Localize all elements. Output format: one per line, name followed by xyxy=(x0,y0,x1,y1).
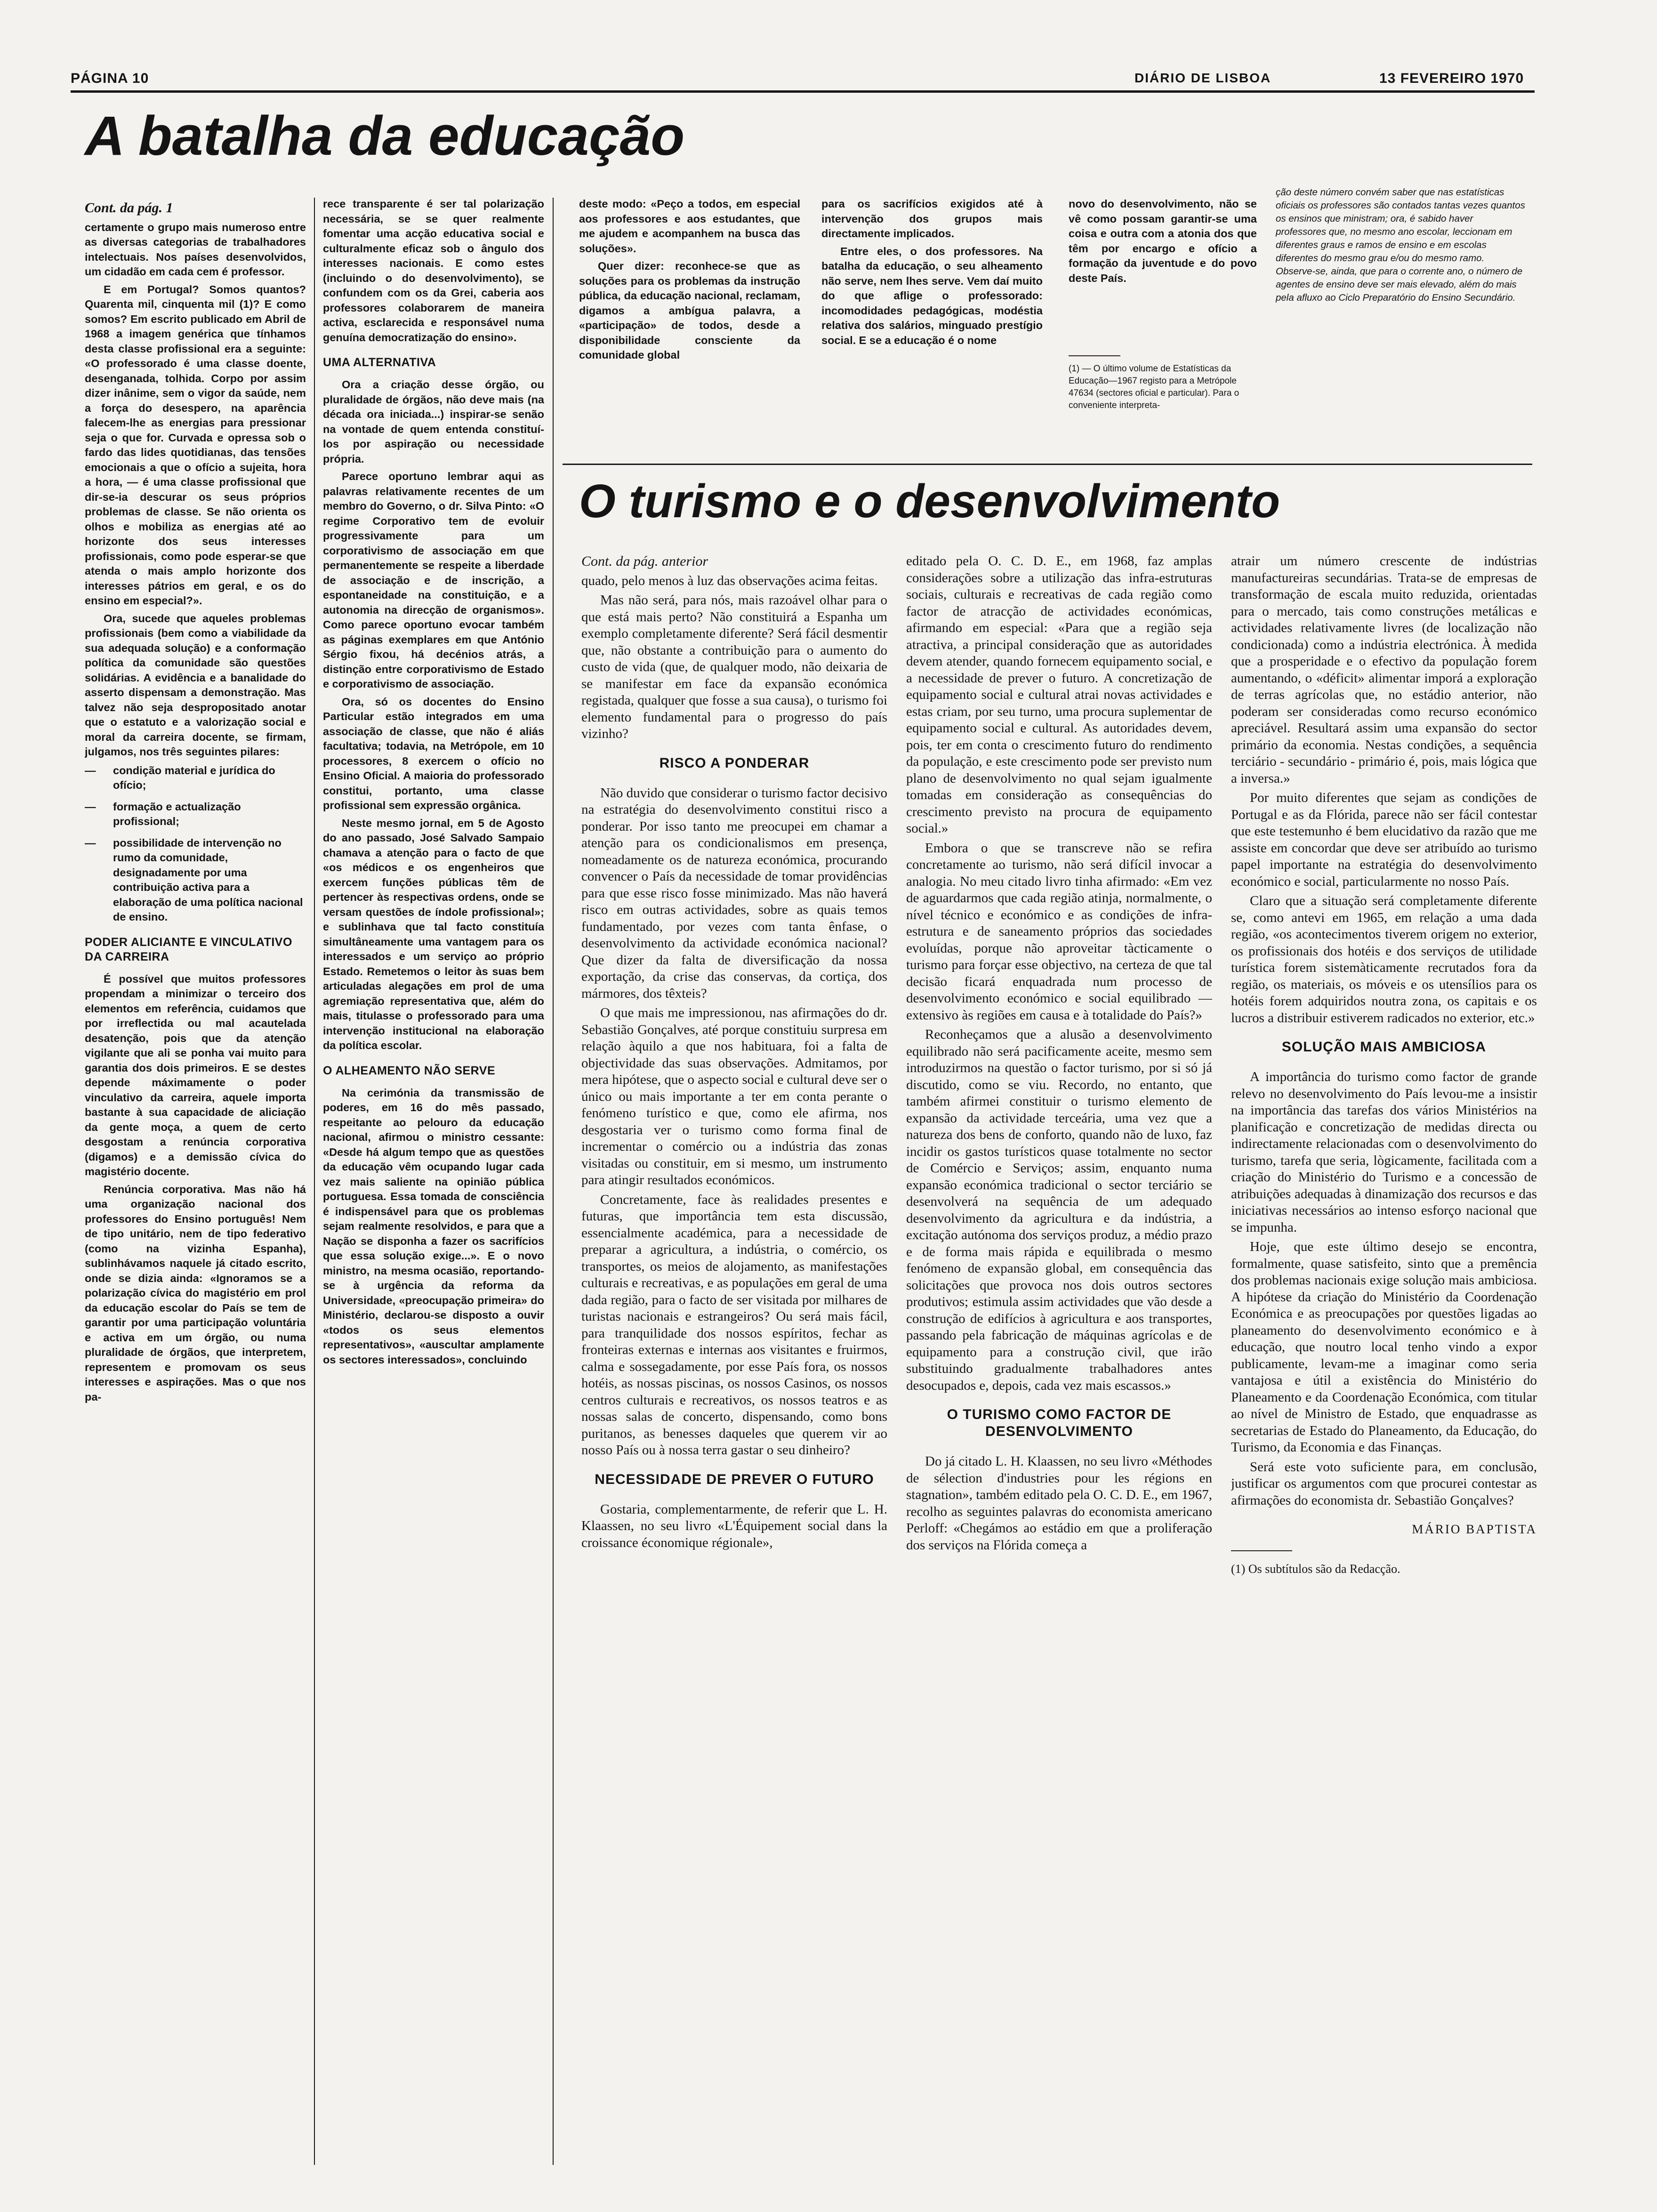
footnote-rule xyxy=(1069,355,1120,356)
article1-column-2 xyxy=(323,197,544,2169)
continuation-note: Cont. da pág. anterior xyxy=(581,553,708,569)
note-rule xyxy=(1231,1550,1292,1551)
list-item: — possibilidade de intervenção no rumo da comunidade, designadamente por uma contribuição activa para a elaboração de uma política nacional de ensino. xyxy=(113,836,306,925)
paragraph: novo do desenvolvimento, não se vê como possam garantir-se uma coisa e outra com a atonia dos que têm por encargo e ofício a formação da juventude e do povo deste País. xyxy=(1069,198,1257,284)
paragraph: Na cerimónia da transmissão de poderes, em 16 do mês passado, respeitante ao pelouro da educação nacional, afirmou o ministro cessante: «Desde há algum tempo que as questões da educação vêm ocupando lugar cada vez mais saliente na opinião pública portuguesa. Essa tomada de consciência é indispensável para que os problemas sejam realmente resolvidos, e para que a Nação se disponha a fazer os sacrifícios que essa solução exige...». E o novo ministro, na mesma ocasião, reportando-se à urgência da reforma da Universidade, «preocupação primeira» do Ministério, declarou-se disposto a ouvir «todos os seus elementos representativos», «auscultar amplamente os sectores interessados», concluindo xyxy=(323,1086,544,1366)
article1-column-6 xyxy=(1276,186,1525,464)
paragraph: deste modo: «Peço a todos, em especial aos professores e aos estudantes, que me ajudem e acompanhem na busca das soluções». xyxy=(579,198,800,255)
paragraph: Neste mesmo jornal, em 5 de Agosto do ano passado, José Salvado Sampaio chamava a atenção para o facto de que «os médicos e os engenheiros que exercem funções públicas têm de pertencer às respectivas ordens, onde se versam questões de índole profissional»; e sublinhava que tal facto constituía simultâneamente uma vantagem para os interessados e um serviço ao próprio Estado. Remetemos o leitor às suas bem articuladas alegações em prol de uma agremiação representativa que, além do mais, titulasse o professorado para uma intervenção institucional na elaboração da política escolar. xyxy=(323,817,544,1051)
paragraph: E em Portugal? Somos quantos? Quarenta mil, cinquenta mil (1)? E como somos? Em escrito publicado em Abril de 1968 a imagem genérica que tínhamos desta classe profissional era a seguinte: «O professorado é uma classe doente, desenganada, tolhida. Corpo por assim dizer inânime, sem o vigor da saúde, nem a força do desespero, na aparência falecem-lhe as energias para pressionar seja o que for. Curvada e opressa sob o fardo das lides quotidianas, das tensões emocionais a que o ofício a sujeita, hora a hora, — é uma classe profissional que dir-se-ia descurar os seus próprios problemas de classe. Se não orienta os olhos e mobiliza as energias até ao horizonte dos seus interesses profissionais, como pode esperar-se que atenda o mais amplo horizonte dos interesses pátrios em geral, e os do ensino em especial?». xyxy=(85,283,306,607)
paragraph: Parece oportuno lembrar aqui as palavras relativamente recentes de um membro do Governo, o dr. Silva Pinto: «O regime Corporativo tem de evoluir progressivamente para um corporativismo de associação em que permanentemente se respeite a liberdade de associação e de inscrição, a espontaneidade na constituição, e a autonomia na direcção de organismos». Como parece oportuno evocar também as páginas exemplares em que António Sérgio fixou, há decénios atrás, a distinção entre corporativismo de Estado e corporativismo de associação. xyxy=(323,470,544,690)
paragraph: Mas não será, para nós, mais razoável olhar para o que está mais perto? Não constituirá a Espanha um exemplo completamente diferente? Será fácil desmentir que, não obstante a contribuição para o aumento do custo de vida (que, de qualquer modo, não deixaria de se manifestar em face da expansão económica registada, qualquer que fosse a sua causa), o turismo foi elemento fundamental para o progresso do país vizinho? xyxy=(581,593,887,741)
paragraph: editado pela O. C. D. E., em 1968, faz amplas considerações sobre a utilização das infra-estruturas sociais, culturais e recreativas de cada região como factor de atracção de actividades económicas, afirmando em especial: «Para que a região seja atractiva, a principal consideração que as autoridades devem atender, quando fornecem equipamento social, e a necessidade de prever o futuro. A concretização de equipamento social e cultural atrai novas actividades e estas criam, por seu turno, uma procura suplementar de equipamento social e cultural. As autoridades devem, pois, ter em conta o crescimento futuro do rendimento da população, e este crescimento pode ser previsto num plano de desenvolvimento no qual sejam igualmente tomadas em consideração as consequências do crescimento previsto na procura de equipamento social.» xyxy=(906,553,1212,836)
editorial-note: (1) Os subtítulos são da Redacção. xyxy=(1231,1562,1400,1576)
page-number: PÁGINA 10 xyxy=(71,71,149,86)
paragraph: Do já citado L. H. Klaassen, no seu livro «Méthodes de sélection d'industries pour les régions en stagnation», também editado pela O. C. D. E., em 1967, recolho as seguintes palavras do economista americano Perloff: «Chegámos ao estádio em que a proliferação dos serviços na Flórida começa a xyxy=(906,1454,1212,1553)
article1-footnote xyxy=(1069,355,1257,412)
paragraph: Hoje, que este último desejo se encontra, formalmente, quase satisfeito, sinto que a premência dos problemas nacionais exige solução mais ambiciosa. A hipótese da criação do Ministério da Coordenação Económica e as preocupações por questões ligadas ao planeamento do desenvolvimento económico e à educação, que noutro local tenho vindo a expor publicamente, levam-me a imaginar como seria vantajosa e útil a existência do Ministério do Planeamento e da Coordenação Económica, com titular ao nível de Ministro de Estado, que enquadrasse as secretarias de Estado do Planeamento, da Educação, do Turismo, da Economia e das Finanças. xyxy=(1231,1239,1537,1455)
subheading-turismo-factor: O TURISMO COMO FACTOR DE DESENVOLVIMENTO xyxy=(947,1407,1172,1439)
headline-turismo-desenvolvimento: O turismo e o desenvolvimento xyxy=(579,475,1280,528)
headline-batalha-educacao: A batalha da educação xyxy=(85,105,685,167)
paragraph: Entre eles, o dos professores. Na batalha da educação, o seu alheamento não serve, nem lhes serve. Vem daí muito do que aflige o professorado: incomodidades pedagógicas, modéstia relativa dos salários, minguado prestígio social. E se a educação é o nome xyxy=(821,245,1043,346)
paragraph: Renúncia corporativa. Mas não há uma organização nacional dos professores do Ensino português! Nem de tipo unitário, nem de tipo federativo (como na vizinha Espanha), sublinhávamos naquele já citado escrito, onde se dizia ainda: «Ignoramos se a polarização cívica do magistério em prol da educação escolar do País se tem de garantir por uma participação voluntária e activa em um órgão, ou numa pluralidade de órgãos, que interpretem, representem e promovam os seus interesses e aspirações. Mas o que nos pa- xyxy=(85,1183,306,1403)
column-rule xyxy=(553,198,554,2165)
article2-column-3 xyxy=(1231,553,1537,2167)
paragraph: A importância do turismo como factor de grande relevo no desenvolvimento do País levou-me a insistir na importância das tarefas dos vários Ministérios na planificação e concretização de medidas directa ou indirectamente relacionadas com o desenvolvimento do turismo, tarefa que seria, lògicamente, facilitada com a criação do Ministério do Turismo e a concessão de atribuições adequadas à dinamização dos recursos e das iniciativas necessários ao intenso esforço nacional que se impunha. xyxy=(1231,1069,1537,1235)
footnote-text: (1) — O último volume de Estatísticas da Educação—1967 registo para a Metrópole 47634 (sectores oficial e particular). Para o conveniente interpreta- xyxy=(1069,364,1239,410)
paragraph: Concretamente, face às realidades presentes e futuras, que importância tem esta discussão, essencialmente académica, para a necessidade de preparar a agricultura, a indústria, o comércio, os transportes, os meios de alojamento, as manifestações culturais e recreativas, e as populações em geral de uma dada região, para o facto de ser visitada por milhares de turistas nacionais e estrangeiros? Ou será mais fácil, para tranquilidade dos nossos espíritos, fechar as fronteiras externas e internas aos visitantes e fruirmos, calma e sossegadamente, por esse País fora, os nossos hotéis, as nossas piscinas, os nossos Casinos, os nossos centros culturais e recreativos, os nossos teatros e as nossas salas de concerto, dispensando, como bons puritanos, as benesses daqueles que querem vir ao nosso País ou à nossa terra gastar o seu dinheiro? xyxy=(581,1192,887,1458)
article-separator xyxy=(563,464,1532,465)
pillars-list xyxy=(85,763,306,925)
list-item: — condição material e jurídica do ofício; xyxy=(113,763,306,793)
article1-column-3 xyxy=(579,197,800,460)
paragraph: para os sacrifícios exigidos até à intervenção dos grupos mais directamente implicados. xyxy=(821,198,1043,240)
paragraph: Não duvido que considerar o turismo factor decisivo na estratégia do desenvolvimento constitui risco a ponderar. Por isso tanto me preocupei em chamar a atenção para os condicionalismos em presença, nomeadamente os de natureza económica, procurando convencer o País da necessidade de tomar providências para que esse risco fosse minimizado. Mas não haverá risco em outras actividades, sobre as quais temos fundamentado, por vezes com tanta ênfase, o desenvolvimento da actividade económica nacional? Que dizer da falta de diversificação da nossa exportação, da crise das conservas, da cortiça, dos mármores, dos têxteis? xyxy=(581,785,887,1001)
list-item: — formação e actualização profissional; xyxy=(113,800,306,829)
paragraph: Será este voto suficiente para, em conclusão, justificar os argumentos com que procurei contestar as afirmações do economista dr. Sebastião Gonçalves? xyxy=(1231,1459,1537,1508)
subheading-prever-futuro: NECESSIDADE DE PREVER O FUTURO xyxy=(595,1471,874,1487)
paragraph: Gostaria, complementarmente, de referir que L. H. Klaassen, no seu livro «L'Équipement social dans la croissance économique régionale», xyxy=(581,1501,887,1550)
paragraph: ção deste número convém saber que nas estatísticas oficiais os professores são contados tantas vezes quantos os ensinos que ministram; ora, é sabido haver professores que, no mesmo ano escolar, leccionam em diferentes graus e ramos de ensino e em escolas diferentes do mesmo grau e/ou do mesmo ramo. Observe-se, ainda, que para o corrente ano, o número de agentes de ensino deve ser mais elevado, além do mais pela afluxo ao Ciclo Preparatório do Ensino Secundário. xyxy=(1276,187,1525,303)
article1-column-1 xyxy=(85,197,306,2169)
paragraph: Quer dizer: reconhece-se que as soluções para os problemas da instrução pública, da educação nacional, reclamam, digamos a ambígua palavra, a «participação» de todos, desde a disponibilidade consciente da comunidade global xyxy=(579,260,800,361)
newspaper-name: DIÁRIO DE LISBOA xyxy=(1134,71,1271,85)
paragraph: O que mais me impressionou, nas afirmações do dr. Sebastião Gonçalves, até porque constituiu surpresa em relação àquilo a que nos habituara, foi a falta de objectividade das suas observações. Admitamos, por mera hipótese, que o aspecto social e cultural deve ser o único ou mais importante a ter em conta perante o fenómeno turístico e que, como ele afirma, nos desgostaria ver o turismo como forma final de incrementar o comércio ou a indústria das zonas visitadas ou constituir, em si mesmo, um instrumento para atingir resultados económicos. xyxy=(581,1005,887,1187)
subheading-alheamento: O ALHEAMENTO NÃO SERVE xyxy=(323,1064,496,1077)
paragraph: rece transparente é ser tal polarização necessária, se se quer realmente fomentar uma acção educativa social e culturalmente eficaz sob o ângulo dos interesses nacionais. E como estes (incluindo o do desenvolvimento), se confundem com os da Grei, caberia aos professores colaborarem de maneira activa, esclarecida e responsável numa genuína democratização do ensino». xyxy=(323,198,544,344)
paragraph: Ora, só os docentes do Ensino Particular estão integrados em uma associação de classe, que não é aliás facultativa; todavia, na Metrópole, em 10 processores, 8 exercem o ofício no Ensino Oficial. A maioria do professorado constitui, portanto, uma classe profissional sem expressão orgânica. xyxy=(323,695,544,811)
article2-column-2 xyxy=(906,553,1212,2167)
issue-date: 13 FEVEREIRO 1970 xyxy=(1379,71,1524,86)
paragraph: Claro que a situação será completamente diferente se, como antevi em 1965, em relação a uma dada região, «os acontecimentos tiverem origem no exterior, os profissionais dos hotéis e dos serviços de utilidade turística forem sistemàticamente recrutados fora da região, os materiais, os móveis e os utensílios para os hotéis forem adquiridos noutra zona, os capitais e os lucros a distribuir estiverem radicados no exterior, etc.» xyxy=(1231,893,1537,1026)
paragraph: Por muito diferentes que sejam as condições de Portugal e as da Flórida, parece não ser fácil contestar que este testemunho é bem elucidativo da razão que me assiste em concordar que deve ser atribuído ao turismo papel importante na estratégia do desenvolvimento económico e social, particularmente no nosso País. xyxy=(1231,790,1537,889)
paragraph: Ora, sucede que aqueles problemas profissionais (bem como a viabilidade da sua adequada solução) e a conformação política da comunidade são questões solidárias. A evidência e a banalidade do asserto dispensam a demonstração. Mas talvez não seja despropositado anotar que o estatuto e a valorização social e moral da carreira docente, se firmam, julgamos, nos três seguintes pilares: xyxy=(85,612,306,758)
article1-column-5 xyxy=(1069,197,1257,352)
paragraph: certamente o grupo mais numeroso entre as diversas categorias de trabalhadores intelectuais. Nos países desenvolvidos, um cidadão em cada cem é professor. xyxy=(85,221,306,278)
subheading-risco-ponderar: RISCO A PONDERAR xyxy=(659,755,810,771)
paragraph: É possível que muitos professores propendam a minimizar o terceiro dos elementos em referência, cuidamos que por irreflectida ou mal acautelada desatenção, pois que da atenção vigilante que ali se ponha vai muito para garantia dos dois primeiros. E se destes depende máximamente o poder vinculativo da carreira, aquele importa bastante à sua capacidade de aliciação da gente moça, a quem de certo desgostam a renúncia corporativa (digamos) e a demissão cívica do magistério docente. xyxy=(85,972,306,1178)
subheading-solucao-ambiciosa: SOLUÇÃO MAIS AMBICIOSA xyxy=(1281,1039,1487,1055)
paragraph: Embora o que se transcreve não se refira concretamente ao turismo, não será difícil invocar a analogia. No meu citado livro tinha afirmado: «Em vez de aguardarmos que cada região atinja, normalmente, o nível técnico e económico e as condições de infra-estrutura e de saneamento próprios das sociedades evoluídas, porque não aproveitar tàcticamente o turismo para forçar esse objectivo, na certeza de que tal decisão ficará enquadrada num processo de desenvolvimento económico e social equilibrado — extensivo às regiões em causa e à totalidade do País?» xyxy=(906,840,1212,1023)
column-rule xyxy=(314,198,315,2165)
article2-column-1 xyxy=(581,553,887,2167)
subheading-uma-alternativa: UMA ALTERNATIVA xyxy=(323,356,436,369)
paragraph: atrair um número crescente de indústrias manufactureiras secundárias. Trata-se de empresas de transformação de escala muito reduzida, orientadas para o mercado, tais como construções metálicas e actividades relativamente livres (de localização não condicionada) como a indústria electrónica. À medida que a prosperidade e o efectivo da população forem aumentando, o «déficit» alimentar imporá a exploração de terras agrícolas que, no estádio anterior, não poderam ser consideradas como recurso económico apreciável. Resultará assim uma expansão do sector primário da economia. Nestas condições, a sequência terciário - secundário - primário é, pois, mais lógica que a inversa.» xyxy=(1231,553,1537,786)
paragraph: Ora a criação desse órgão, ou pluralidade de órgãos, não deve mais (na década ora iniciada...) inspirar-se senão na vontade de quem entenda constituí-los por aspiração ou necessidade própria. xyxy=(323,378,544,465)
continuation-note: Cont. da pág. 1 xyxy=(85,200,173,216)
subheading-poder-aliciante: PODER ALICIANTE E VINCULATIVO DA CARREIRA xyxy=(85,935,292,963)
paragraph: quado, pelo menos à luz das observações acima feitas. xyxy=(581,573,878,588)
masthead-rule xyxy=(71,90,1535,93)
article1-column-4 xyxy=(821,197,1043,460)
paragraph: Reconheçamos que a alusão a desenvolvimento equilibrado não será pacificamente aceite, mesmo sem introduzirmos na questão o factor turismo, por si só já discutido, como se viu. Recordo, no entanto, que também afirmei constituir o turismo elemento de expansão da actividade terceária, uma vez que a natureza dos bens de conforto, quando não de luxo, faz incidir os gastos turísticos quase totalmente no sector de Comércio e Serviços; assim, enquanto numa expansão económica tradicional o sector terciário se desenvolverá na sequência de um adequado desenvolvimento da agricultura e da indústria, a excitação autónoma dos serviços produz, a médio prazo e de forma mais rápida e equilibrada o mesmo fenómeno de expansão global, em consequência das solicitações que provoca nos dois outros sectores produtivos; estimula assim actividades que vão desde a construção de edifícios à agricultura e aos transportes, passando pela fabricação de máquinas agrícolas e de equipamento para a construção civil, que irão substituindo gradualmente trabalhadores antes desocupados e, depois, cada vez mais escassos.» xyxy=(906,1027,1212,1393)
author-signature: MÁRIO BAPTISTA xyxy=(1412,1522,1537,1536)
